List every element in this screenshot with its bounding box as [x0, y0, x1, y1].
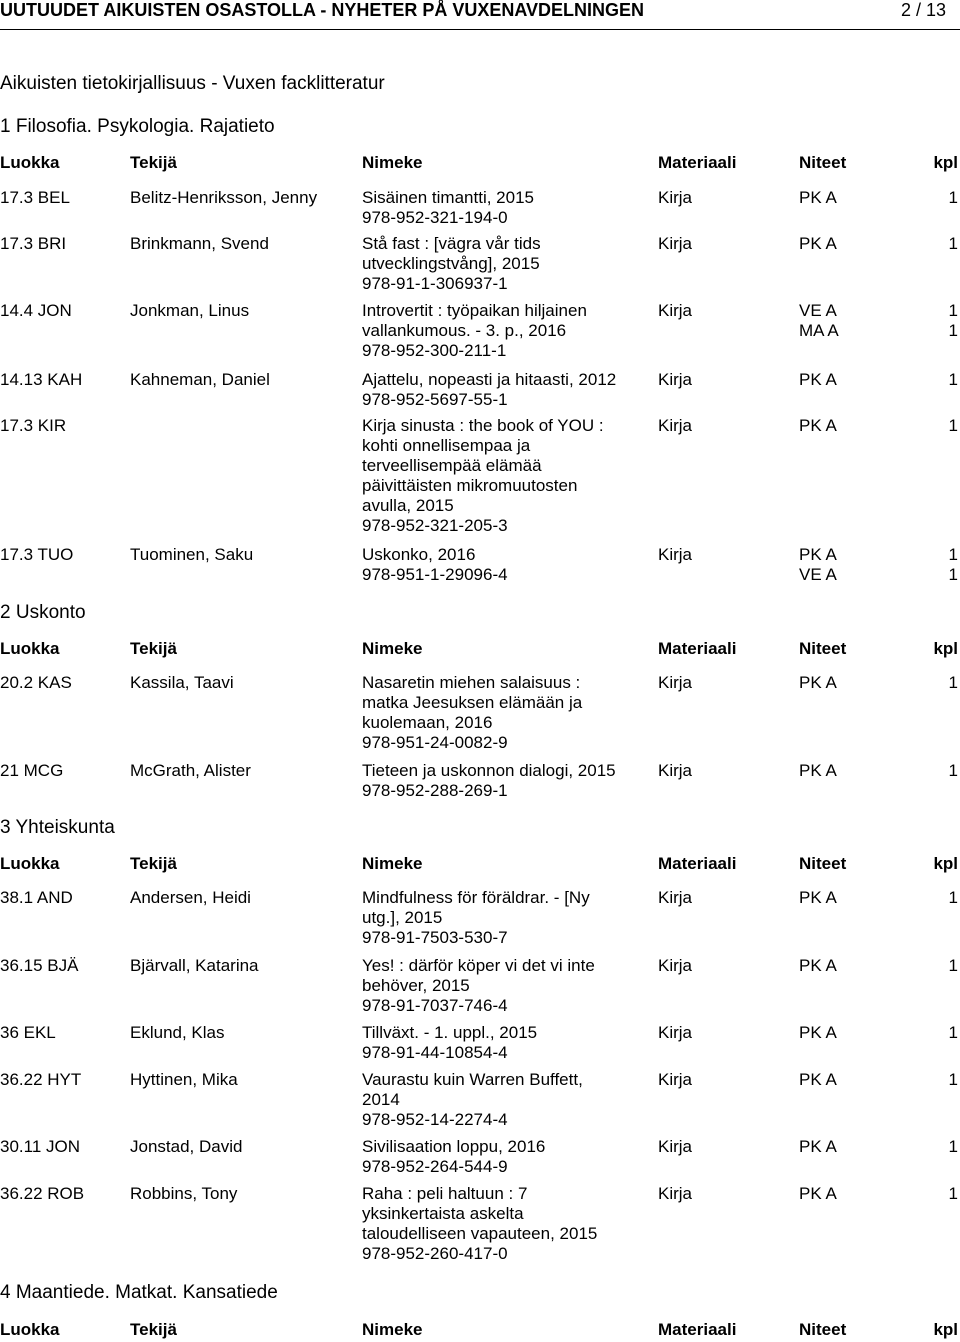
title-line: Introvertit : työpaikan hiljainen	[362, 301, 587, 320]
title-cell	[362, 416, 652, 536]
material: Kirja	[658, 416, 693, 435]
copy-count	[944, 188, 958, 208]
column-header-tekija: Tekijä	[130, 639, 177, 658]
location-line: PK A	[799, 1137, 837, 1156]
location-line: PK A	[799, 416, 837, 435]
count-line: 1	[948, 188, 958, 207]
copy-count	[944, 956, 958, 976]
title-line: taloudelliseen vapauteen, 2015	[362, 1224, 598, 1243]
column-header-materiaali: Materiaali	[658, 1320, 737, 1339]
copies-location	[799, 545, 837, 585]
material: Kirja	[658, 1023, 693, 1042]
author: McGrath, Alister	[130, 761, 251, 780]
copy-count	[944, 301, 958, 341]
title-cell	[362, 545, 652, 585]
call-number: 17.3 BEL	[0, 188, 70, 207]
column-header-materiaali: Materiaali	[658, 153, 737, 172]
copies-location	[799, 1023, 837, 1043]
copies-location	[799, 888, 837, 908]
author: Robbins, Tony	[130, 1184, 238, 1203]
author: Jonkman, Linus	[130, 301, 250, 320]
column-header-nimeke: Nimeke	[362, 1320, 423, 1339]
column-header-luokka: Luokka	[0, 639, 60, 658]
title-line: Ajattelu, nopeasti ja hitaasti, 2012	[362, 370, 617, 389]
column-header-kpl: kpl	[933, 153, 958, 172]
title-line: Kirja sinusta : the book of YOU :	[362, 416, 604, 435]
material: Kirja	[658, 673, 693, 692]
location-line: PK A	[799, 545, 837, 564]
title-line: kuolemaan, 2016	[362, 713, 493, 732]
title-cell	[362, 761, 652, 801]
call-number: 36 EKL	[0, 1023, 56, 1042]
location-line: PK A	[799, 1184, 837, 1203]
call-number: 36.15 BJÄ	[0, 956, 79, 975]
material: Kirja	[658, 188, 693, 207]
copies-location	[799, 761, 837, 781]
count-line: 1	[948, 321, 958, 340]
copy-count	[944, 761, 958, 781]
copy-count	[944, 1070, 958, 1090]
copy-count	[944, 888, 958, 908]
title-line: 978-952-288-269-1	[362, 781, 508, 800]
title-line: 978-952-260-417-0	[362, 1244, 508, 1263]
title-line: 978-952-5697-55-1	[362, 390, 508, 409]
column-header-materiaali: Materiaali	[658, 854, 737, 873]
copy-count	[944, 545, 958, 585]
call-number: 21 MCG	[0, 761, 64, 780]
material: Kirja	[658, 370, 693, 389]
copies-location	[799, 234, 837, 254]
location-line: PK A	[799, 234, 837, 253]
title-line: Vaurastu kuin Warren Buffett,	[362, 1070, 583, 1089]
column-header-tekija: Tekijä	[130, 153, 177, 172]
title-line: avulla, 2015	[362, 496, 454, 515]
count-line: 1	[948, 1184, 958, 1203]
author: Kahneman, Daniel	[130, 370, 270, 389]
count-line: 1	[948, 416, 958, 435]
copies-location	[799, 956, 837, 976]
title-line: 978-91-44-10854-4	[362, 1043, 508, 1062]
location-line: PK A	[799, 956, 837, 975]
title-line: 978-91-7037-746-4	[362, 996, 508, 1015]
title-line: Mindfulness för föräldrar. - [Ny	[362, 888, 590, 907]
copies-location	[799, 188, 837, 208]
material: Kirja	[658, 761, 693, 780]
count-line: 1	[948, 1070, 958, 1089]
call-number: 36.22 ROB	[0, 1184, 85, 1203]
column-header-row	[0, 854, 960, 876]
column-header-row	[0, 1320, 960, 1342]
title-cell	[362, 234, 652, 294]
count-line: 1	[948, 888, 958, 907]
copy-count	[944, 370, 958, 390]
column-header-row	[0, 639, 960, 661]
material: Kirja	[658, 1137, 693, 1156]
column-header-niteet: Niteet	[799, 854, 847, 873]
count-line: 1	[948, 234, 958, 253]
author: Belitz-Henriksson, Jenny	[130, 188, 318, 207]
title-line: 978-951-1-29096-4	[362, 565, 508, 584]
count-line: 1	[948, 761, 958, 780]
material: Kirja	[658, 888, 693, 907]
copy-count	[944, 416, 958, 436]
copies-location	[799, 1070, 837, 1090]
title-line: 2014	[362, 1090, 400, 1109]
material: Kirja	[658, 545, 693, 564]
title-line: behöver, 2015	[362, 976, 470, 995]
title-line: Uskonko, 2016	[362, 545, 476, 564]
title-cell	[362, 888, 652, 948]
title-line: 978-952-300-211-1	[362, 341, 507, 360]
copy-count	[944, 1184, 958, 1204]
column-header-nimeke: Nimeke	[362, 639, 423, 658]
title-line: Raha : peli haltuun : 7	[362, 1184, 528, 1203]
copies-location	[799, 416, 837, 436]
title-line: utg.], 2015	[362, 908, 443, 927]
title-line: Tieteen ja uskonnon dialogi, 2015	[362, 761, 616, 780]
column-header-niteet: Niteet	[799, 639, 847, 658]
column-header-nimeke: Nimeke	[362, 153, 423, 172]
author: Bjärvall, Katarina	[130, 956, 259, 975]
column-header-materiaali: Materiaali	[658, 639, 737, 658]
title-line: matka Jeesuksen elämään ja	[362, 693, 583, 712]
count-line: 1	[948, 673, 958, 692]
material: Kirja	[658, 1184, 693, 1203]
location-line: PK A	[799, 188, 837, 207]
call-number: 17.3 KIR	[0, 416, 67, 435]
title-line: utvecklingstvång], 2015	[362, 254, 540, 273]
copy-count	[944, 1023, 958, 1043]
section-title: 2 Uskonto	[0, 602, 86, 623]
column-header-kpl: kpl	[933, 639, 958, 658]
location-line: VE A	[799, 301, 837, 320]
page-header	[0, 0, 960, 23]
column-header-luokka: Luokka	[0, 1320, 60, 1339]
title-line: yksinkertaista askelta	[362, 1204, 524, 1223]
title-line: Yes! : därför köper vi det vi inte	[362, 956, 595, 975]
material: Kirja	[658, 956, 693, 975]
column-header-tekija: Tekijä	[130, 1320, 177, 1339]
count-line: 1	[948, 1023, 958, 1042]
title-line: 978-91-7503-530-7	[362, 928, 508, 947]
author: Kassila, Taavi	[130, 673, 234, 692]
title-line: päivittäisten mikromuutosten	[362, 476, 578, 495]
title-line: Sivilisaation loppu, 2016	[362, 1137, 546, 1156]
section-title: 3 Yhteiskunta	[0, 817, 115, 838]
header-title: UUTUUDET AIKUISTEN OSASTOLLA - NYHETER PÅ VUXENAVDELNINGEN	[0, 0, 645, 20]
title-line: 978-951-24-0082-9	[362, 733, 508, 752]
call-number: 38.1 AND	[0, 888, 73, 907]
title-cell	[362, 188, 652, 228]
column-header-nimeke: Nimeke	[362, 854, 423, 873]
column-header-niteet: Niteet	[799, 1320, 847, 1339]
page-number: 2 / 13	[900, 0, 946, 20]
header-divider	[0, 29, 960, 30]
location-line: MA A	[799, 321, 839, 340]
location-line: PK A	[799, 673, 837, 692]
copies-location	[799, 301, 839, 341]
collection-title: Aikuisten tietokirjallisuus - Vuxen facklitteratur	[0, 73, 385, 94]
title-cell	[362, 673, 652, 753]
title-cell	[362, 1070, 652, 1130]
copies-location	[799, 673, 837, 693]
column-header-luokka: Luokka	[0, 854, 60, 873]
title-line: kohti onnellisempaa ja	[362, 436, 531, 455]
author: Andersen, Heidi	[130, 888, 251, 907]
title-line: Nasaretin miehen salaisuus :	[362, 673, 581, 692]
call-number: 14.4 JON	[0, 301, 72, 320]
title-line: 978-952-264-544-9	[362, 1157, 508, 1176]
section-title: 4 Maantiede. Matkat. Kansatiede	[0, 1282, 278, 1303]
copy-count	[944, 673, 958, 693]
title-line: vallankumous. - 3. p., 2016	[362, 321, 567, 340]
column-header-niteet: Niteet	[799, 153, 847, 172]
column-header-kpl: kpl	[933, 1320, 958, 1339]
count-line: 1	[948, 370, 958, 389]
title-line: 978-952-321-205-3	[362, 516, 508, 535]
author: Eklund, Klas	[130, 1023, 225, 1042]
author: Brinkmann, Svend	[130, 234, 269, 253]
title-line: terveellisempää elämää	[362, 456, 542, 475]
title-cell	[362, 956, 652, 1016]
author: Jonstad, David	[130, 1137, 243, 1156]
title-line: Tillväxt. - 1. uppl., 2015	[362, 1023, 538, 1042]
copies-location	[799, 1184, 837, 1204]
copy-count	[944, 234, 958, 254]
count-line: 1	[948, 565, 958, 584]
material: Kirja	[658, 1070, 693, 1089]
title-line: Stå fast : [vägra vår tids	[362, 234, 541, 253]
material: Kirja	[658, 234, 693, 253]
title-cell	[362, 301, 652, 361]
call-number: 17.3 TUO	[0, 545, 74, 564]
call-number: 14.13 KAH	[0, 370, 83, 389]
title-line: 978-91-1-306937-1	[362, 274, 508, 293]
location-line: PK A	[799, 1070, 837, 1089]
call-number: 17.3 BRI	[0, 234, 67, 253]
location-line: PK A	[799, 761, 837, 780]
call-number: 30.11 JON	[0, 1137, 81, 1156]
count-line: 1	[948, 545, 958, 564]
title-cell	[362, 1184, 652, 1264]
title-line: 978-952-321-194-0	[362, 208, 508, 227]
section-title: 1 Filosofia. Psykologia. Rajatieto	[0, 116, 275, 137]
title-line: Sisäinen timantti, 2015	[362, 188, 534, 207]
location-line: PK A	[799, 370, 837, 389]
column-header-row	[0, 153, 960, 175]
copy-count	[944, 1137, 958, 1157]
title-cell	[362, 1023, 652, 1063]
copies-location	[799, 1137, 837, 1157]
count-line: 1	[948, 956, 958, 975]
column-header-luokka: Luokka	[0, 153, 60, 172]
count-line: 1	[948, 1137, 958, 1156]
call-number: 20.2 KAS	[0, 673, 72, 692]
column-header-tekija: Tekijä	[130, 854, 177, 873]
count-line: 1	[948, 301, 958, 320]
location-line: PK A	[799, 1023, 837, 1042]
author: Tuominen, Saku	[130, 545, 254, 564]
copies-location	[799, 370, 837, 390]
material: Kirja	[658, 301, 693, 320]
title-cell	[362, 1137, 652, 1177]
column-header-kpl: kpl	[933, 854, 958, 873]
call-number: 36.22 HYT	[0, 1070, 82, 1089]
title-line: 978-952-14-2274-4	[362, 1110, 508, 1129]
location-line: VE A	[799, 565, 837, 584]
title-cell	[362, 370, 652, 410]
location-line: PK A	[799, 888, 837, 907]
author: Hyttinen, Mika	[130, 1070, 238, 1089]
